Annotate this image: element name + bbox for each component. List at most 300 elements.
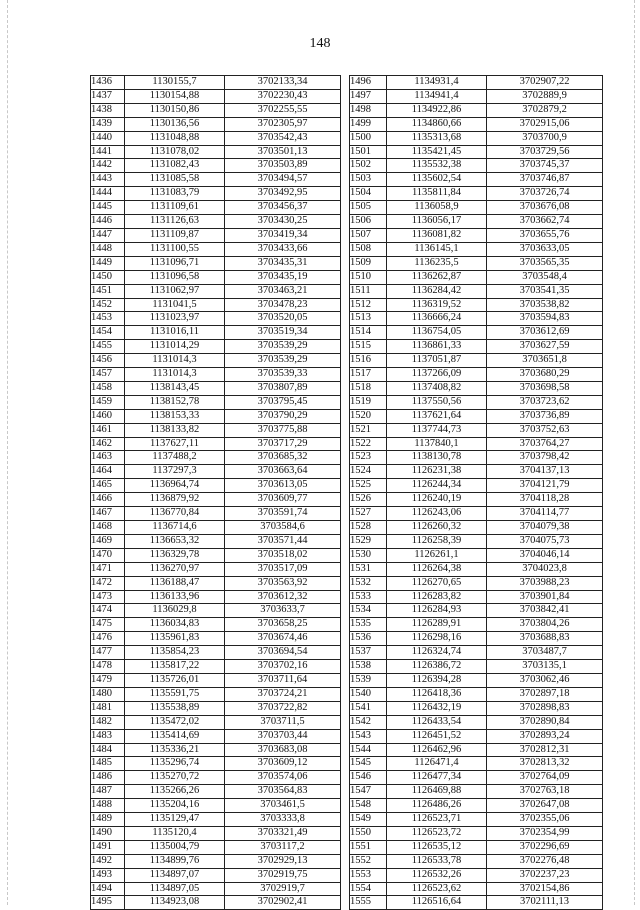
- y-coordinate-cell: 3703591,74: [225, 507, 341, 521]
- x-coordinate-cell: 1131083,79: [125, 187, 225, 201]
- x-coordinate-cell: 1135811,84: [387, 187, 487, 201]
- table-row: [91, 451, 341, 465]
- table-row: [91, 89, 341, 103]
- x-coordinate-cell: 1136145,1: [387, 242, 487, 256]
- x-coordinate-cell: 1126523,72: [387, 826, 487, 840]
- y-coordinate-cell: 3702237,23: [487, 868, 603, 882]
- x-coordinate-cell: 1136653,32: [125, 534, 225, 548]
- x-coordinate-cell: 1126486,26: [387, 799, 487, 813]
- table-row: [91, 326, 341, 340]
- table-row: [350, 576, 603, 590]
- y-coordinate-cell: 3703807,89: [225, 381, 341, 395]
- table-row: [350, 145, 603, 159]
- table-row: [350, 813, 603, 827]
- x-coordinate-cell: 1136861,33: [387, 340, 487, 354]
- row-number-cell: 1493: [91, 868, 125, 882]
- row-number-cell: 1531: [350, 562, 387, 576]
- x-coordinate-cell: 1126462,96: [387, 743, 487, 757]
- x-coordinate-cell: 1126477,34: [387, 771, 487, 785]
- row-number-cell: 1446: [91, 215, 125, 229]
- y-coordinate-cell: 3703627,59: [487, 340, 603, 354]
- x-coordinate-cell: 1126418,36: [387, 687, 487, 701]
- table-row: [91, 562, 341, 576]
- x-coordinate-cell: 1135472,02: [125, 715, 225, 729]
- row-number-cell: 1535: [350, 618, 387, 632]
- table-row: [91, 145, 341, 159]
- x-coordinate-cell: 1126532,26: [387, 868, 487, 882]
- x-coordinate-cell: 1126244,34: [387, 479, 487, 493]
- y-coordinate-cell: 3704046,14: [487, 548, 603, 562]
- y-coordinate-cell: 3702813,32: [487, 757, 603, 771]
- y-coordinate-cell: 3703321,49: [225, 826, 341, 840]
- table-row: [350, 729, 603, 743]
- x-coordinate-cell: 1137051,87: [387, 354, 487, 368]
- y-coordinate-cell: 3703456,37: [225, 201, 341, 215]
- table-row: [350, 799, 603, 813]
- table-row: [350, 284, 603, 298]
- y-coordinate-cell: 3703764,27: [487, 437, 603, 451]
- x-coordinate-cell: 1135296,74: [125, 757, 225, 771]
- row-number-cell: 1453: [91, 312, 125, 326]
- y-coordinate-cell: 3703612,69: [487, 326, 603, 340]
- table-row: [91, 673, 341, 687]
- y-coordinate-cell: 3703775,88: [225, 423, 341, 437]
- y-coordinate-cell: 3703503,89: [225, 159, 341, 173]
- y-coordinate-cell: 3703711,5: [225, 715, 341, 729]
- table-row: [350, 687, 603, 701]
- x-coordinate-cell: 1130154,88: [125, 89, 225, 103]
- row-number-cell: 1465: [91, 479, 125, 493]
- y-coordinate-cell: 3702889,9: [487, 89, 603, 103]
- row-number-cell: 1481: [91, 701, 125, 715]
- y-coordinate-cell: 3703333,8: [225, 813, 341, 827]
- y-coordinate-cell: 3703790,29: [225, 409, 341, 423]
- row-number-cell: 1488: [91, 799, 125, 813]
- row-number-cell: 1454: [91, 326, 125, 340]
- table-row: [91, 298, 341, 312]
- x-coordinate-cell: 1131023,97: [125, 312, 225, 326]
- table-row: [350, 548, 603, 562]
- y-coordinate-cell: 3703717,29: [225, 437, 341, 451]
- table-row: [91, 228, 341, 242]
- y-coordinate-cell: 3703683,08: [225, 743, 341, 757]
- row-number-cell: 1504: [350, 187, 387, 201]
- row-number-cell: 1471: [91, 562, 125, 576]
- y-coordinate-cell: 3704121,79: [487, 479, 603, 493]
- x-coordinate-cell: 1135336,21: [125, 743, 225, 757]
- x-coordinate-cell: 1135004,79: [125, 840, 225, 854]
- table-row: [350, 354, 603, 368]
- x-coordinate-cell: 1138143,45: [125, 381, 225, 395]
- table-row: [350, 632, 603, 646]
- y-coordinate-cell: 3703676,08: [487, 201, 603, 215]
- table-row: [350, 896, 603, 910]
- row-number-cell: 1466: [91, 493, 125, 507]
- y-coordinate-cell: 3703520,05: [225, 312, 341, 326]
- row-number-cell: 1457: [91, 368, 125, 382]
- row-number-cell: 1461: [91, 423, 125, 437]
- row-number-cell: 1507: [350, 228, 387, 242]
- row-number-cell: 1539: [350, 673, 387, 687]
- row-number-cell: 1440: [91, 131, 125, 145]
- row-number-cell: 1456: [91, 354, 125, 368]
- x-coordinate-cell: 1131082,43: [125, 159, 225, 173]
- y-coordinate-cell: 3703736,89: [487, 409, 603, 423]
- y-coordinate-cell: 3703539,29: [225, 340, 341, 354]
- table-row: [350, 826, 603, 840]
- row-number-cell: 1523: [350, 451, 387, 465]
- row-number-cell: 1546: [350, 771, 387, 785]
- y-coordinate-cell: 3703518,02: [225, 548, 341, 562]
- row-number-cell: 1514: [350, 326, 387, 340]
- row-number-cell: 1445: [91, 201, 125, 215]
- row-number-cell: 1515: [350, 340, 387, 354]
- x-coordinate-cell: 1131109,87: [125, 228, 225, 242]
- y-coordinate-cell: 3703539,29: [225, 354, 341, 368]
- table-row: [350, 618, 603, 632]
- row-number-cell: 1477: [91, 646, 125, 660]
- row-number-cell: 1494: [91, 882, 125, 896]
- table-row: [350, 117, 603, 131]
- row-number-cell: 1497: [350, 89, 387, 103]
- row-number-cell: 1529: [350, 534, 387, 548]
- x-coordinate-cell: 1134941,4: [387, 89, 487, 103]
- y-coordinate-cell: 3703463,21: [225, 284, 341, 298]
- table-row: [350, 757, 603, 771]
- table-row: [91, 521, 341, 535]
- y-coordinate-cell: 3702111,13: [487, 896, 603, 910]
- y-coordinate-cell: 3704079,38: [487, 521, 603, 535]
- row-number-cell: 1537: [350, 646, 387, 660]
- y-coordinate-cell: 3703574,06: [225, 771, 341, 785]
- x-coordinate-cell: 1138133,82: [125, 423, 225, 437]
- table-row: [91, 103, 341, 117]
- x-coordinate-cell: 1126516,64: [387, 896, 487, 910]
- x-coordinate-cell: 1135961,83: [125, 632, 225, 646]
- x-coordinate-cell: 1136235,5: [387, 256, 487, 270]
- x-coordinate-cell: 1130155,7: [125, 76, 225, 90]
- x-coordinate-cell: 1126451,52: [387, 729, 487, 743]
- table-row: [91, 354, 341, 368]
- table-row: [91, 437, 341, 451]
- x-coordinate-cell: 1138152,78: [125, 395, 225, 409]
- x-coordinate-cell: 1136319,52: [387, 298, 487, 312]
- row-number-cell: 1549: [350, 813, 387, 827]
- y-coordinate-cell: 3703419,34: [225, 228, 341, 242]
- x-coordinate-cell: 1138153,33: [125, 409, 225, 423]
- row-number-cell: 1467: [91, 507, 125, 521]
- table-row: [91, 493, 341, 507]
- y-coordinate-cell: 3702898,83: [487, 701, 603, 715]
- table-row: [91, 215, 341, 229]
- x-coordinate-cell: 1126231,38: [387, 465, 487, 479]
- x-coordinate-cell: 1136081,82: [387, 228, 487, 242]
- x-coordinate-cell: 1134923,08: [125, 896, 225, 910]
- table-row: [91, 618, 341, 632]
- x-coordinate-cell: 1126260,32: [387, 521, 487, 535]
- y-coordinate-cell: 3703633,05: [487, 242, 603, 256]
- row-number-cell: 1496: [350, 76, 387, 90]
- table-row: [350, 173, 603, 187]
- table-row: [91, 854, 341, 868]
- table-row: [91, 381, 341, 395]
- x-coordinate-cell: 1137621,64: [387, 409, 487, 423]
- x-coordinate-cell: 1134931,4: [387, 76, 487, 90]
- y-coordinate-cell: 3703745,37: [487, 159, 603, 173]
- row-number-cell: 1495: [91, 896, 125, 910]
- table-row: [350, 701, 603, 715]
- row-number-cell: 1436: [91, 76, 125, 90]
- table-row: [350, 590, 603, 604]
- table-row: [91, 131, 341, 145]
- x-coordinate-cell: 1126432,19: [387, 701, 487, 715]
- y-coordinate-cell: 3703542,43: [225, 131, 341, 145]
- table-row: [350, 785, 603, 799]
- x-coordinate-cell: 1135204,16: [125, 799, 225, 813]
- row-number-cell: 1542: [350, 715, 387, 729]
- x-coordinate-cell: 1131109,61: [125, 201, 225, 215]
- table-row: [91, 757, 341, 771]
- y-coordinate-cell: 3703612,32: [225, 590, 341, 604]
- row-number-cell: 1491: [91, 840, 125, 854]
- y-coordinate-cell: 3703571,44: [225, 534, 341, 548]
- table-row: [350, 840, 603, 854]
- x-coordinate-cell: 1136034,83: [125, 618, 225, 632]
- x-coordinate-cell: 1126284,93: [387, 604, 487, 618]
- x-coordinate-cell: 1135854,23: [125, 646, 225, 660]
- table-row: [91, 687, 341, 701]
- row-number-cell: 1441: [91, 145, 125, 159]
- table-row: [91, 270, 341, 284]
- table-row: [91, 312, 341, 326]
- y-coordinate-cell: 3703723,62: [487, 395, 603, 409]
- x-coordinate-cell: 1134899,76: [125, 854, 225, 868]
- x-coordinate-cell: 1136754,05: [387, 326, 487, 340]
- y-coordinate-cell: 3703613,05: [225, 479, 341, 493]
- row-number-cell: 1450: [91, 270, 125, 284]
- y-coordinate-cell: 3703988,23: [487, 576, 603, 590]
- table-row: [91, 701, 341, 715]
- row-number-cell: 1447: [91, 228, 125, 242]
- row-number-cell: 1528: [350, 521, 387, 535]
- table-row: [91, 632, 341, 646]
- x-coordinate-cell: 1137550,56: [387, 395, 487, 409]
- x-coordinate-cell: 1137627,11: [125, 437, 225, 451]
- row-number-cell: 1476: [91, 632, 125, 646]
- row-number-cell: 1448: [91, 242, 125, 256]
- table-row: [91, 423, 341, 437]
- x-coordinate-cell: 1131016,11: [125, 326, 225, 340]
- row-number-cell: 1443: [91, 173, 125, 187]
- table-row: [91, 840, 341, 854]
- x-coordinate-cell: 1135817,22: [125, 660, 225, 674]
- x-coordinate-cell: 1135266,26: [125, 785, 225, 799]
- x-coordinate-cell: 1135602,54: [387, 173, 487, 187]
- x-coordinate-cell: 1126471,4: [387, 757, 487, 771]
- y-coordinate-cell: 3703674,46: [225, 632, 341, 646]
- row-number-cell: 1505: [350, 201, 387, 215]
- x-coordinate-cell: 1126469,88: [387, 785, 487, 799]
- table-row: [350, 507, 603, 521]
- x-coordinate-cell: 1134897,07: [125, 868, 225, 882]
- row-number-cell: 1522: [350, 437, 387, 451]
- table-row: [350, 534, 603, 548]
- x-coordinate-cell: 1135538,89: [125, 701, 225, 715]
- y-coordinate-cell: 3703722,82: [225, 701, 341, 715]
- y-coordinate-cell: 3703501,13: [225, 145, 341, 159]
- y-coordinate-cell: 3703842,41: [487, 604, 603, 618]
- y-coordinate-cell: 3703435,31: [225, 256, 341, 270]
- y-coordinate-cell: 3703901,84: [487, 590, 603, 604]
- y-coordinate-cell: 3703663,64: [225, 465, 341, 479]
- row-number-cell: 1499: [350, 117, 387, 131]
- row-number-cell: 1469: [91, 534, 125, 548]
- x-coordinate-cell: 1137266,09: [387, 368, 487, 382]
- x-coordinate-cell: 1126298,16: [387, 632, 487, 646]
- table-row: [91, 715, 341, 729]
- x-coordinate-cell: 1126523,71: [387, 813, 487, 827]
- x-coordinate-cell: 1131041,5: [125, 298, 225, 312]
- row-number-cell: 1489: [91, 813, 125, 827]
- table-row: [91, 479, 341, 493]
- row-number-cell: 1543: [350, 729, 387, 743]
- y-coordinate-cell: 3702897,18: [487, 687, 603, 701]
- row-number-cell: 1554: [350, 882, 387, 896]
- y-coordinate-cell: 3702296,69: [487, 840, 603, 854]
- x-coordinate-cell: 1136879,92: [125, 493, 225, 507]
- row-number-cell: 1506: [350, 215, 387, 229]
- table-row: [350, 660, 603, 674]
- x-coordinate-cell: 1126533,78: [387, 854, 487, 868]
- table-row: [350, 242, 603, 256]
- row-number-cell: 1533: [350, 590, 387, 604]
- row-number-cell: 1463: [91, 451, 125, 465]
- y-coordinate-cell: 3703746,87: [487, 173, 603, 187]
- x-coordinate-cell: 1137408,82: [387, 381, 487, 395]
- row-number-cell: 1437: [91, 89, 125, 103]
- row-number-cell: 1480: [91, 687, 125, 701]
- table-row: [91, 882, 341, 896]
- y-coordinate-cell: 3703700,9: [487, 131, 603, 145]
- row-number-cell: 1474: [91, 604, 125, 618]
- table-row: [350, 215, 603, 229]
- x-coordinate-cell: 1136666,24: [387, 312, 487, 326]
- x-coordinate-cell: 1136964,74: [125, 479, 225, 493]
- table-row: [350, 715, 603, 729]
- row-number-cell: 1511: [350, 284, 387, 298]
- x-coordinate-cell: 1131085,58: [125, 173, 225, 187]
- y-coordinate-cell: 3703798,42: [487, 451, 603, 465]
- y-coordinate-cell: 3702230,43: [225, 89, 341, 103]
- table-row: [350, 103, 603, 117]
- table-row: [91, 159, 341, 173]
- row-number-cell: 1550: [350, 826, 387, 840]
- row-number-cell: 1516: [350, 354, 387, 368]
- y-coordinate-cell: 3702879,2: [487, 103, 603, 117]
- table-row: [91, 340, 341, 354]
- x-coordinate-cell: 1135129,47: [125, 813, 225, 827]
- x-coordinate-cell: 1126289,91: [387, 618, 487, 632]
- table-row: [350, 437, 603, 451]
- table-row: [91, 743, 341, 757]
- table-row: [91, 576, 341, 590]
- row-number-cell: 1498: [350, 103, 387, 117]
- table-row: [350, 89, 603, 103]
- y-coordinate-cell: 3702890,84: [487, 715, 603, 729]
- y-coordinate-cell: 3703539,33: [225, 368, 341, 382]
- table-row: [91, 604, 341, 618]
- row-number-cell: 1552: [350, 854, 387, 868]
- y-coordinate-cell: 3702907,22: [487, 76, 603, 90]
- y-coordinate-cell: 3703062,46: [487, 673, 603, 687]
- y-coordinate-cell: 3703563,92: [225, 576, 341, 590]
- x-coordinate-cell: 1135591,75: [125, 687, 225, 701]
- table-row: [350, 256, 603, 270]
- y-coordinate-cell: 3704137,13: [487, 465, 603, 479]
- row-number-cell: 1479: [91, 673, 125, 687]
- y-coordinate-cell: 3703724,21: [225, 687, 341, 701]
- y-coordinate-cell: 3702763,18: [487, 785, 603, 799]
- row-number-cell: 1510: [350, 270, 387, 284]
- row-number-cell: 1525: [350, 479, 387, 493]
- table-row: [91, 173, 341, 187]
- table-row: [350, 604, 603, 618]
- table-row: [91, 395, 341, 409]
- scan-edge-line-right: [634, 0, 635, 905]
- y-coordinate-cell: 3703584,6: [225, 521, 341, 535]
- y-coordinate-cell: 3703726,74: [487, 187, 603, 201]
- y-coordinate-cell: 3703688,83: [487, 632, 603, 646]
- row-number-cell: 1545: [350, 757, 387, 771]
- y-coordinate-cell: 3703461,5: [225, 799, 341, 813]
- table-row: [350, 673, 603, 687]
- table-row: [350, 326, 603, 340]
- y-coordinate-cell: 3702902,41: [225, 896, 341, 910]
- x-coordinate-cell: 1130136,56: [125, 117, 225, 131]
- y-coordinate-cell: 3703487,7: [487, 646, 603, 660]
- row-number-cell: 1532: [350, 576, 387, 590]
- x-coordinate-cell: 1135726,01: [125, 673, 225, 687]
- table-row: [91, 409, 341, 423]
- x-coordinate-cell: 1135532,38: [387, 159, 487, 173]
- y-coordinate-cell: 3703541,35: [487, 284, 603, 298]
- y-coordinate-cell: 3703804,26: [487, 618, 603, 632]
- table-row: [91, 868, 341, 882]
- y-coordinate-cell: 3702255,55: [225, 103, 341, 117]
- x-coordinate-cell: 1137744,73: [387, 423, 487, 437]
- row-number-cell: 1512: [350, 298, 387, 312]
- y-coordinate-cell: 3702893,24: [487, 729, 603, 743]
- x-coordinate-cell: 1137488,2: [125, 451, 225, 465]
- y-coordinate-cell: 3703117,2: [225, 840, 341, 854]
- table-row: [350, 423, 603, 437]
- row-number-cell: 1551: [350, 840, 387, 854]
- row-number-cell: 1513: [350, 312, 387, 326]
- row-number-cell: 1555: [350, 896, 387, 910]
- coordinates-table-right: [349, 75, 603, 910]
- x-coordinate-cell: 1131078,02: [125, 145, 225, 159]
- table-row: [91, 590, 341, 604]
- row-number-cell: 1492: [91, 854, 125, 868]
- table-row: [350, 771, 603, 785]
- row-number-cell: 1442: [91, 159, 125, 173]
- y-coordinate-cell: 3703519,34: [225, 326, 341, 340]
- table-row: [91, 771, 341, 785]
- table-row: [91, 284, 341, 298]
- table-row: [91, 76, 341, 90]
- y-coordinate-cell: 3703435,19: [225, 270, 341, 284]
- row-number-cell: 1482: [91, 715, 125, 729]
